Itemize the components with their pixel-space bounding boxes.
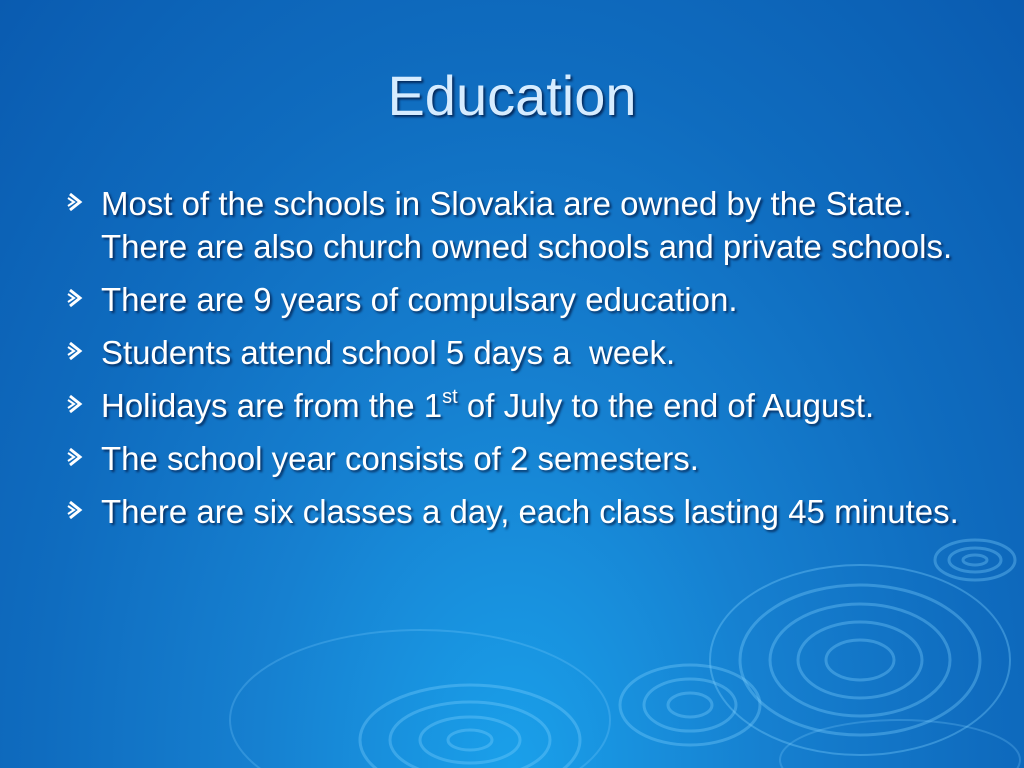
bullet-item [62, 331, 962, 374]
slide-title: Education [387, 64, 637, 127]
bullet-item [62, 490, 962, 533]
bullet-list [62, 182, 962, 543]
bullet-text: The school year consists of 2 semesters. [101, 440, 699, 477]
chevron-right-icon [64, 282, 88, 314]
chevron-right-icon [64, 494, 88, 526]
bullet-text: Students attend school 5 days a week. [101, 334, 676, 371]
chevron-right-icon [64, 441, 88, 473]
chevron-right-icon [64, 388, 88, 420]
bullet-item [62, 384, 962, 427]
chevron-right-icon [64, 186, 88, 218]
bullet-text: There are six classes a day, each class lasting 45 minutes. [101, 493, 959, 530]
ordinal-suffix: st [442, 386, 458, 408]
bullet-item [62, 182, 962, 268]
bullet-item [62, 437, 962, 480]
bullet-text: There are 9 years of compulsary education. [101, 281, 738, 318]
bullet-text-start: Holidays are from the 1 [101, 387, 443, 424]
bullet-text-end: of July to the end of August. [457, 387, 875, 424]
bullet-item [62, 278, 962, 321]
bullet-text: Most of the schools in Slovakia are owned by the State. There are also church owned schools and private schools. [101, 185, 953, 265]
chevron-right-icon [64, 335, 88, 367]
